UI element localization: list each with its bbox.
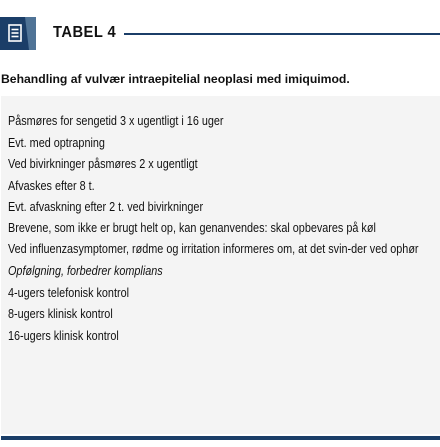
table-header [0, 17, 440, 51]
list-item: Påsmøres for sengetid 3 x ugentligt i 16 uger [8, 114, 224, 128]
list-item-followup-heading: Opfølgning, forbedrer komplians [8, 264, 163, 279]
list-item: Evt. med optrapning [8, 135, 105, 150]
list-item: 16-ugers klinisk kontrol [8, 328, 119, 343]
list-item: 8-ugers klinisk kontrol [8, 307, 113, 322]
treatment-list [8, 111, 436, 348]
list-item: Evt. afvaskning efter 2 t. ved bivirkninger [8, 200, 204, 215]
table-bottom-rule [1, 436, 440, 440]
document-tab-icon [0, 17, 36, 50]
list-item: Ved bivirkninger påsmøres 2 x ugentligt [8, 157, 198, 172]
table-label: TABEL 4 [53, 24, 117, 41]
list-item: Brevene, som ikke er brugt helt op, kan genanvendes: skal opbevares på køl [8, 220, 376, 235]
list-item: Ved influenzasymptomer, rødme og irritation informeres om, at det svin-der ved ophør [8, 242, 419, 257]
table-caption: Behandling af vulvær intraepitelial neoplasi med imiquimod. [1, 72, 350, 86]
header-divider [124, 33, 440, 35]
list-item: 4-ugers telefonisk kontrol [8, 285, 130, 300]
list-item: Afvaskes efter 8 t. [8, 178, 95, 193]
